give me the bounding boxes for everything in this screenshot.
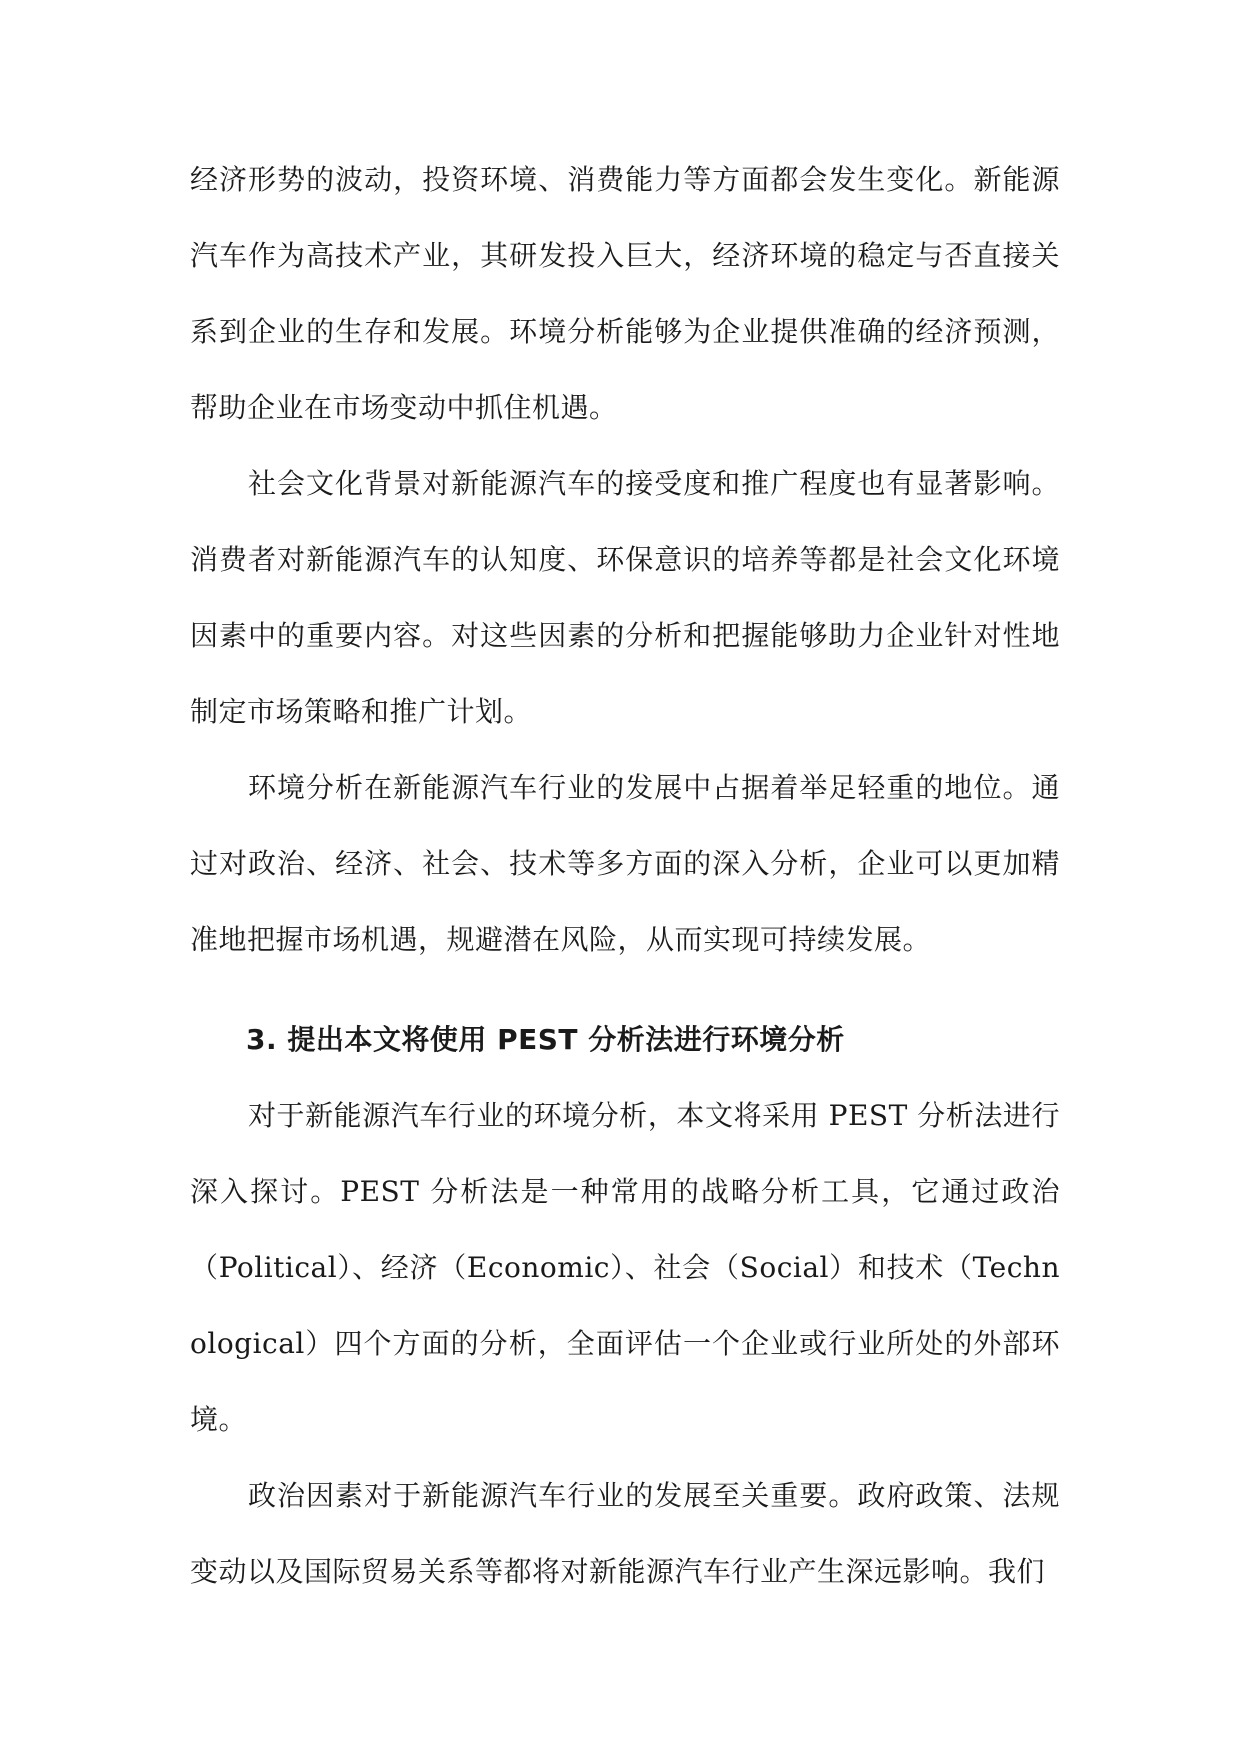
paragraph-economy-continued: 经济形势的波动，投资环境、消费能力等方面都会发生变化。新能源汽车作为高技术产业，其研发投入巨大，经济环境的稳定与否直接关系到企业的生存和发展。环境分析能够为企业提供准确的经济预测，帮助企业在市场变动中抓住机遇。 [190,163,1060,424]
paragraph-political-factors: 政治因素对于新能源汽车行业的发展至关重要。政府政策、法规变动以及国际贸易关系等都将对新能源汽车行业产生深远影响。我们 [190,1479,1060,1588]
section-heading-pest: 3. 提出本文将使用 PEST 分析法进行环境分析 [246,1023,845,1056]
paragraph-pest-intro: 对于新能源汽车行业的环境分析，本文将采用 PEST 分析法进行深入探讨。PEST 分析法是一种常用的战略分析工具，它通过政治（Political）、经济（Economic）、社会（Social）和技术（Technological）四个方面的分析，全面评估一个企业或行业所处的外部环境。 [190,1099,1060,1436]
document-body [190,142,1060,1610]
paragraph-environment-analysis-role: 环境分析在新能源汽车行业的发展中占据着举足轻重的地位。通过对政治、经济、社会、技术等多方面的深入分析，企业可以更加精准地把握市场机遇，规避潜在风险，从而实现可持续发展。 [190,771,1060,956]
paragraph-social-culture: 社会文化背景对新能源汽车的接受度和推广程度也有显著影响。消费者对新能源汽车的认知度、环保意识的培养等都是社会文化环境因素中的重要内容。对这些因素的分析和把握能够助力企业针对性地制定市场策略和推广计划。 [190,467,1060,728]
